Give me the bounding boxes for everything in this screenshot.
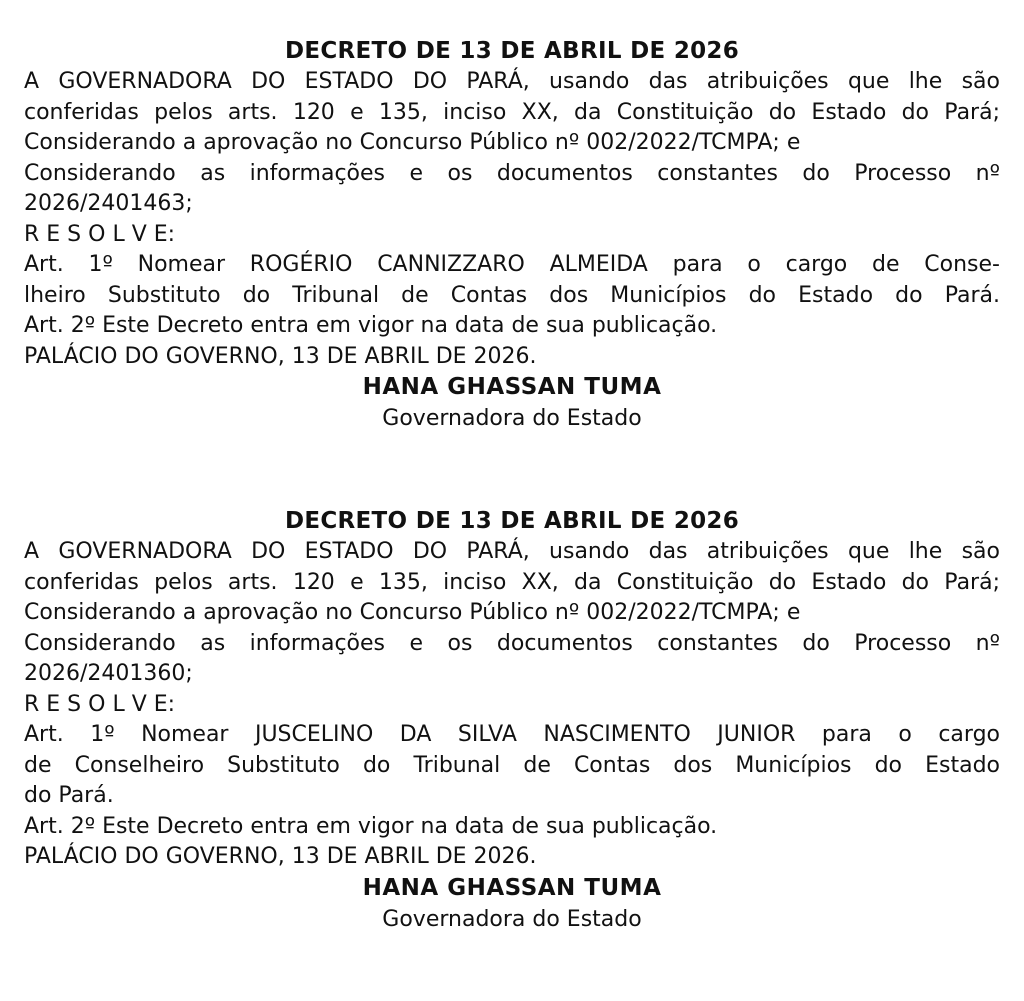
decree-1 bbox=[24, 36, 1000, 434]
signer-role: Governadora do Estado bbox=[382, 406, 642, 431]
decree-place-date: PALÁCIO DO GOVERNO, 13 DE ABRIL DE 2026. bbox=[24, 343, 537, 369]
decree-2 bbox=[24, 506, 1000, 935]
decree-text-line: conferidas pelos arts. 120 e 135, inciso XX, da Constituição do Estado do Pará; bbox=[24, 99, 1000, 125]
resolve-label: R E S O L V E: bbox=[24, 221, 176, 247]
decree-text-line: Art. 1º Nomear ROGÉRIO CANNIZZARO ALMEIDA para o cargo de Conse- bbox=[24, 252, 1000, 277]
decree-text-line: lheiro Substituto do Tribunal de Contas dos Municípios do Estado do Pará. bbox=[24, 282, 1000, 308]
decree-title: DECRETO DE 13 DE ABRIL DE 2026 bbox=[284, 38, 740, 64]
decree-text-line: Considerando as informações e os documentos constantes do Processo nº bbox=[24, 630, 1000, 656]
decree-text-line: Considerando a aprovação no Concurso Público nº 002/2022/TCMPA; e bbox=[24, 130, 801, 155]
decree-text-line: 2026/2401360; bbox=[24, 661, 193, 686]
decree-text-line: Art. 2º Este Decreto entra em vigor na data de sua publicação. bbox=[24, 313, 718, 338]
decree-place-date: PALÁCIO DO GOVERNO, 13 DE ABRIL DE 2026. bbox=[24, 844, 537, 869]
decree-text-line: Considerando as informações e os documentos constantes do Processo nº bbox=[24, 160, 1000, 186]
decree-text-line: A GOVERNADORA DO ESTADO DO PARÁ, usando das atribuições que lhe são bbox=[24, 69, 1000, 94]
decree-text-line: 2026/2401463; bbox=[24, 191, 193, 216]
decree-text-line: Art. 1º Nomear JUSCELINO DA SILVA NASCIMENTO JUNIOR para o cargo bbox=[24, 722, 1000, 747]
decree-text-line: conferidas pelos arts. 120 e 135, inciso XX, da Constituição do Estado do Pará; bbox=[24, 569, 1000, 595]
decree-text-line: A GOVERNADORA DO ESTADO DO PARÁ, usando das atribuições que lhe são bbox=[24, 539, 1000, 564]
signer-role: Governadora do Estado bbox=[382, 906, 642, 932]
decree-text-line: Art. 2º Este Decreto entra em vigor na data de sua publicação. bbox=[24, 813, 718, 839]
decree-text-line: do Pará. bbox=[24, 783, 114, 808]
resolve-label: R E S O L V E: bbox=[24, 691, 176, 717]
signer-name: HANA GHASSAN TUMA bbox=[362, 374, 662, 400]
decree-title: DECRETO DE 13 DE ABRIL DE 2026 bbox=[284, 508, 740, 534]
signer-name: HANA GHASSAN TUMA bbox=[362, 874, 662, 901]
decree-text-line: Considerando a aprovação no Concurso Público nº 002/2022/TCMPA; e bbox=[24, 600, 801, 625]
decree-text-line: de Conselheiro Substituto do Tribunal de Contas dos Municípios do Estado bbox=[24, 752, 1000, 778]
